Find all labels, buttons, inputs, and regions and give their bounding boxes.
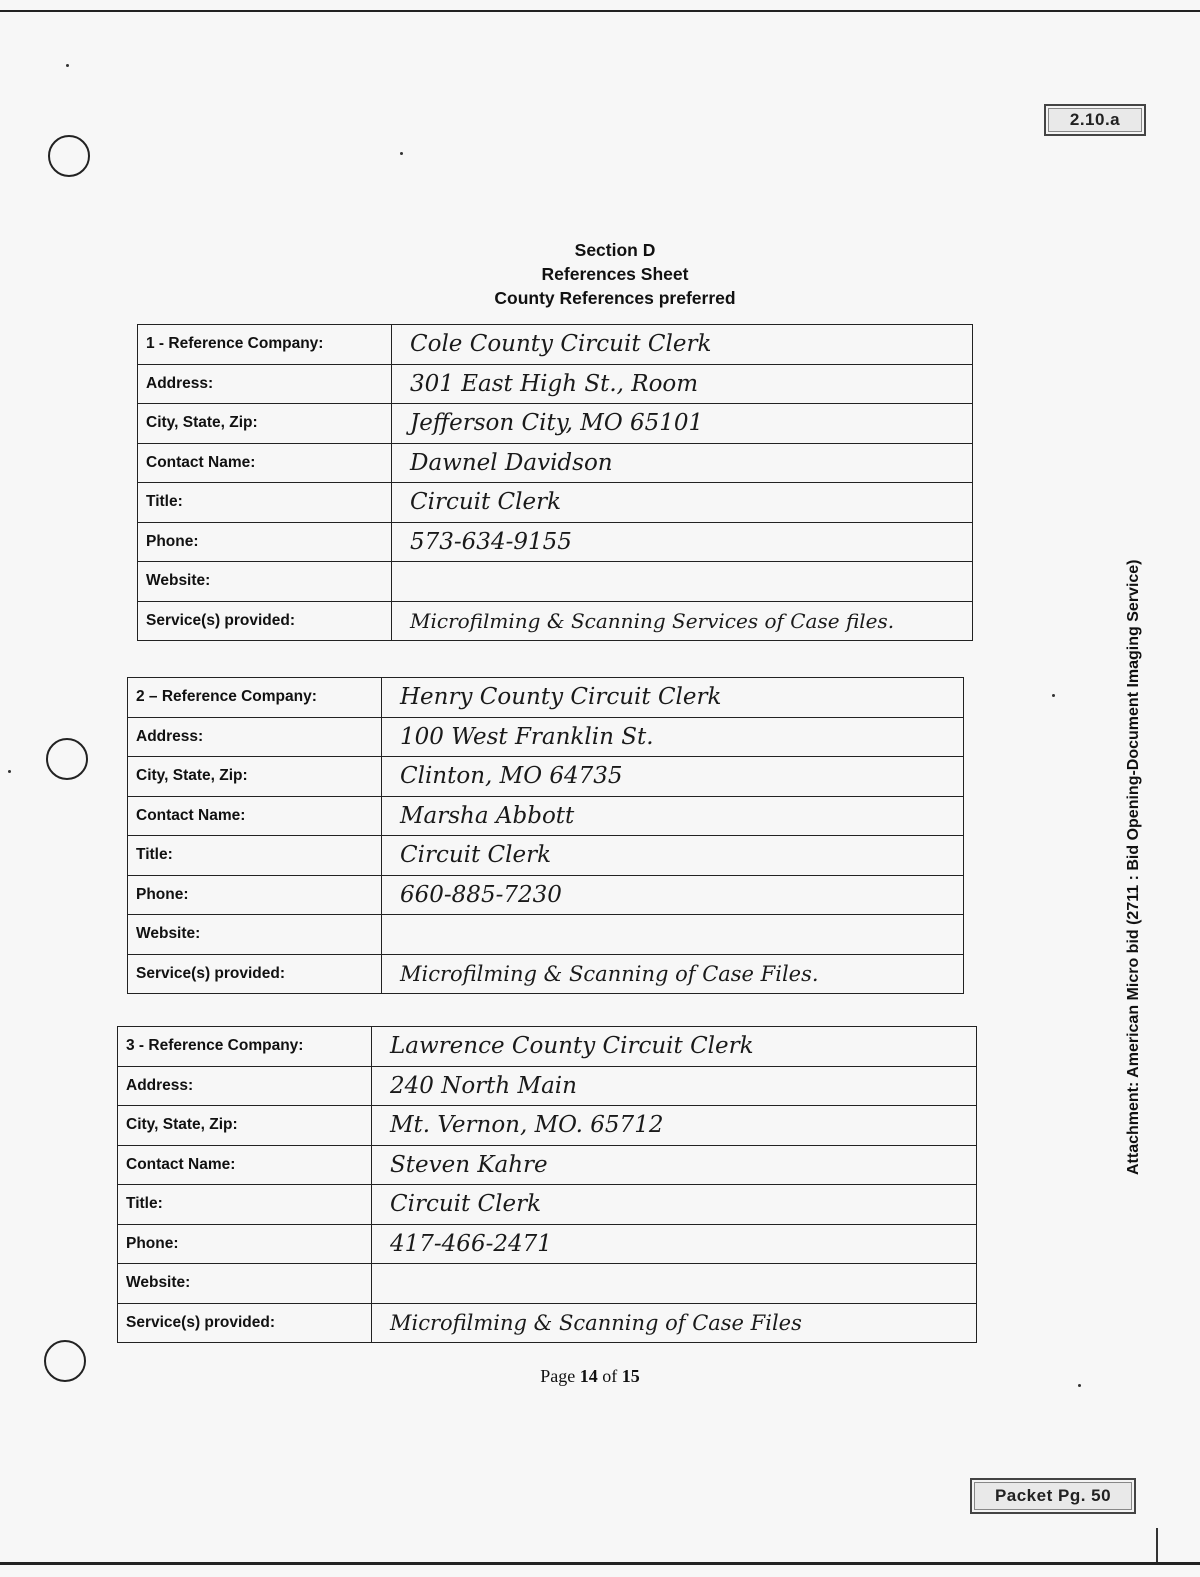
table-row xyxy=(118,1027,977,1067)
company-value: Henry County Circuit Clerk xyxy=(382,678,964,718)
services-label: Service(s) provided: xyxy=(128,954,382,994)
table-row xyxy=(118,1264,977,1304)
table-row xyxy=(118,1145,977,1185)
website-label: Website: xyxy=(138,562,392,602)
table-row xyxy=(128,678,964,718)
contact-name-label: Contact Name: xyxy=(138,443,392,483)
table-row xyxy=(118,1106,977,1146)
table-row xyxy=(138,443,973,483)
company-value: Lawrence County Circuit Clerk xyxy=(372,1027,977,1067)
address-label: Address: xyxy=(138,364,392,404)
phone-label: Phone: xyxy=(128,875,382,915)
title-value: Circuit Clerk xyxy=(382,836,964,876)
scan-speck xyxy=(400,152,403,155)
phone-value: 573-634-9155 xyxy=(392,522,973,562)
sheet-title: References Sheet xyxy=(541,264,689,284)
phone-label: Phone: xyxy=(138,522,392,562)
website-value xyxy=(382,915,964,955)
services-label: Service(s) provided: xyxy=(118,1303,372,1343)
services-value: Microfilming & Scanning Services of Case files. xyxy=(392,601,973,641)
website-label: Website: xyxy=(118,1264,372,1304)
website-value xyxy=(392,562,973,602)
website-value xyxy=(372,1264,977,1304)
page-current: 14 xyxy=(579,1366,598,1386)
title-label: Title: xyxy=(128,836,382,876)
website-label: Website: xyxy=(128,915,382,955)
page-number: Page 14 of 15 xyxy=(540,1366,640,1386)
table-row xyxy=(138,562,973,602)
company-value: Cole County Circuit Clerk xyxy=(392,325,973,365)
address-value: 301 East High St., Room xyxy=(392,364,973,404)
phone-label: Phone: xyxy=(118,1224,372,1264)
company-label: 1 - Reference Company: xyxy=(138,325,392,365)
table-row xyxy=(128,717,964,757)
reference-table-2 xyxy=(127,677,964,994)
city-state-zip-label: City, State, Zip: xyxy=(138,404,392,444)
scan-speck xyxy=(8,770,11,773)
packet-page-stamp: Packet Pg. 50 xyxy=(970,1478,1136,1514)
bottom-rule xyxy=(0,1562,1200,1565)
scan-speck xyxy=(66,64,69,67)
contact-name-value: Marsha Abbott xyxy=(382,796,964,836)
table-row xyxy=(138,364,973,404)
phone-value: 660-885-7230 xyxy=(382,875,964,915)
address-value: 240 North Main xyxy=(372,1066,977,1106)
city-state-zip-value: Jefferson City, MO 65101 xyxy=(392,404,973,444)
attachment-side-label: Attachment: American Micro bid (2711 : Bid Opening-Document Imaging Service) xyxy=(1125,559,1142,1175)
city-state-zip-value: Mt. Vernon, MO. 65712 xyxy=(372,1106,977,1146)
contact-name-value: Dawnel Davidson xyxy=(392,443,973,483)
services-value: Microfilming & Scanning of Case Files. xyxy=(382,954,964,994)
city-state-zip-label: City, State, Zip: xyxy=(118,1106,372,1146)
page-total: 15 xyxy=(621,1366,640,1386)
title-value: Circuit Clerk xyxy=(392,483,973,523)
title-label: Title: xyxy=(138,483,392,523)
table-row xyxy=(128,875,964,915)
table-row xyxy=(138,601,973,641)
phone-value: 417-466-2471 xyxy=(372,1224,977,1264)
address-label: Address: xyxy=(128,717,382,757)
contact-name-value: Steven Kahre xyxy=(372,1145,977,1185)
table-row xyxy=(138,325,973,365)
page-header xyxy=(380,238,850,310)
margin-mark xyxy=(1156,1528,1158,1562)
company-label: 3 - Reference Company: xyxy=(118,1027,372,1067)
contact-name-label: Contact Name: xyxy=(128,796,382,836)
scan-speck xyxy=(1078,1384,1081,1387)
reference-table-1 xyxy=(137,324,973,641)
company-label: 2 – Reference Company: xyxy=(128,678,382,718)
item-number-stamp: 2.10.a xyxy=(1044,104,1146,136)
reference-table-3 xyxy=(117,1026,977,1343)
city-state-zip-value: Clinton, MO 64735 xyxy=(382,757,964,797)
sheet-subtitle: County References preferred xyxy=(494,288,736,308)
address-label: Address: xyxy=(118,1066,372,1106)
table-row xyxy=(128,796,964,836)
address-value: 100 West Franklin St. xyxy=(382,717,964,757)
table-row xyxy=(118,1066,977,1106)
city-state-zip-label: City, State, Zip: xyxy=(128,757,382,797)
table-row xyxy=(128,915,964,955)
table-row xyxy=(128,954,964,994)
punch-hole xyxy=(44,1340,86,1382)
title-label: Title: xyxy=(118,1185,372,1225)
table-row xyxy=(138,483,973,523)
table-row xyxy=(128,757,964,797)
top-rule xyxy=(0,10,1200,12)
title-value: Circuit Clerk xyxy=(372,1185,977,1225)
punch-hole xyxy=(46,738,88,780)
table-row xyxy=(138,404,973,444)
table-row xyxy=(128,836,964,876)
table-row xyxy=(118,1303,977,1343)
services-label: Service(s) provided: xyxy=(138,601,392,641)
section-title: Section D xyxy=(574,240,656,260)
table-row xyxy=(138,522,973,562)
table-row xyxy=(118,1224,977,1264)
scan-speck xyxy=(1052,694,1055,697)
contact-name-label: Contact Name: xyxy=(118,1145,372,1185)
services-value: Microfilming & Scanning of Case Files xyxy=(372,1303,977,1343)
punch-hole xyxy=(48,135,90,177)
table-row xyxy=(118,1185,977,1225)
